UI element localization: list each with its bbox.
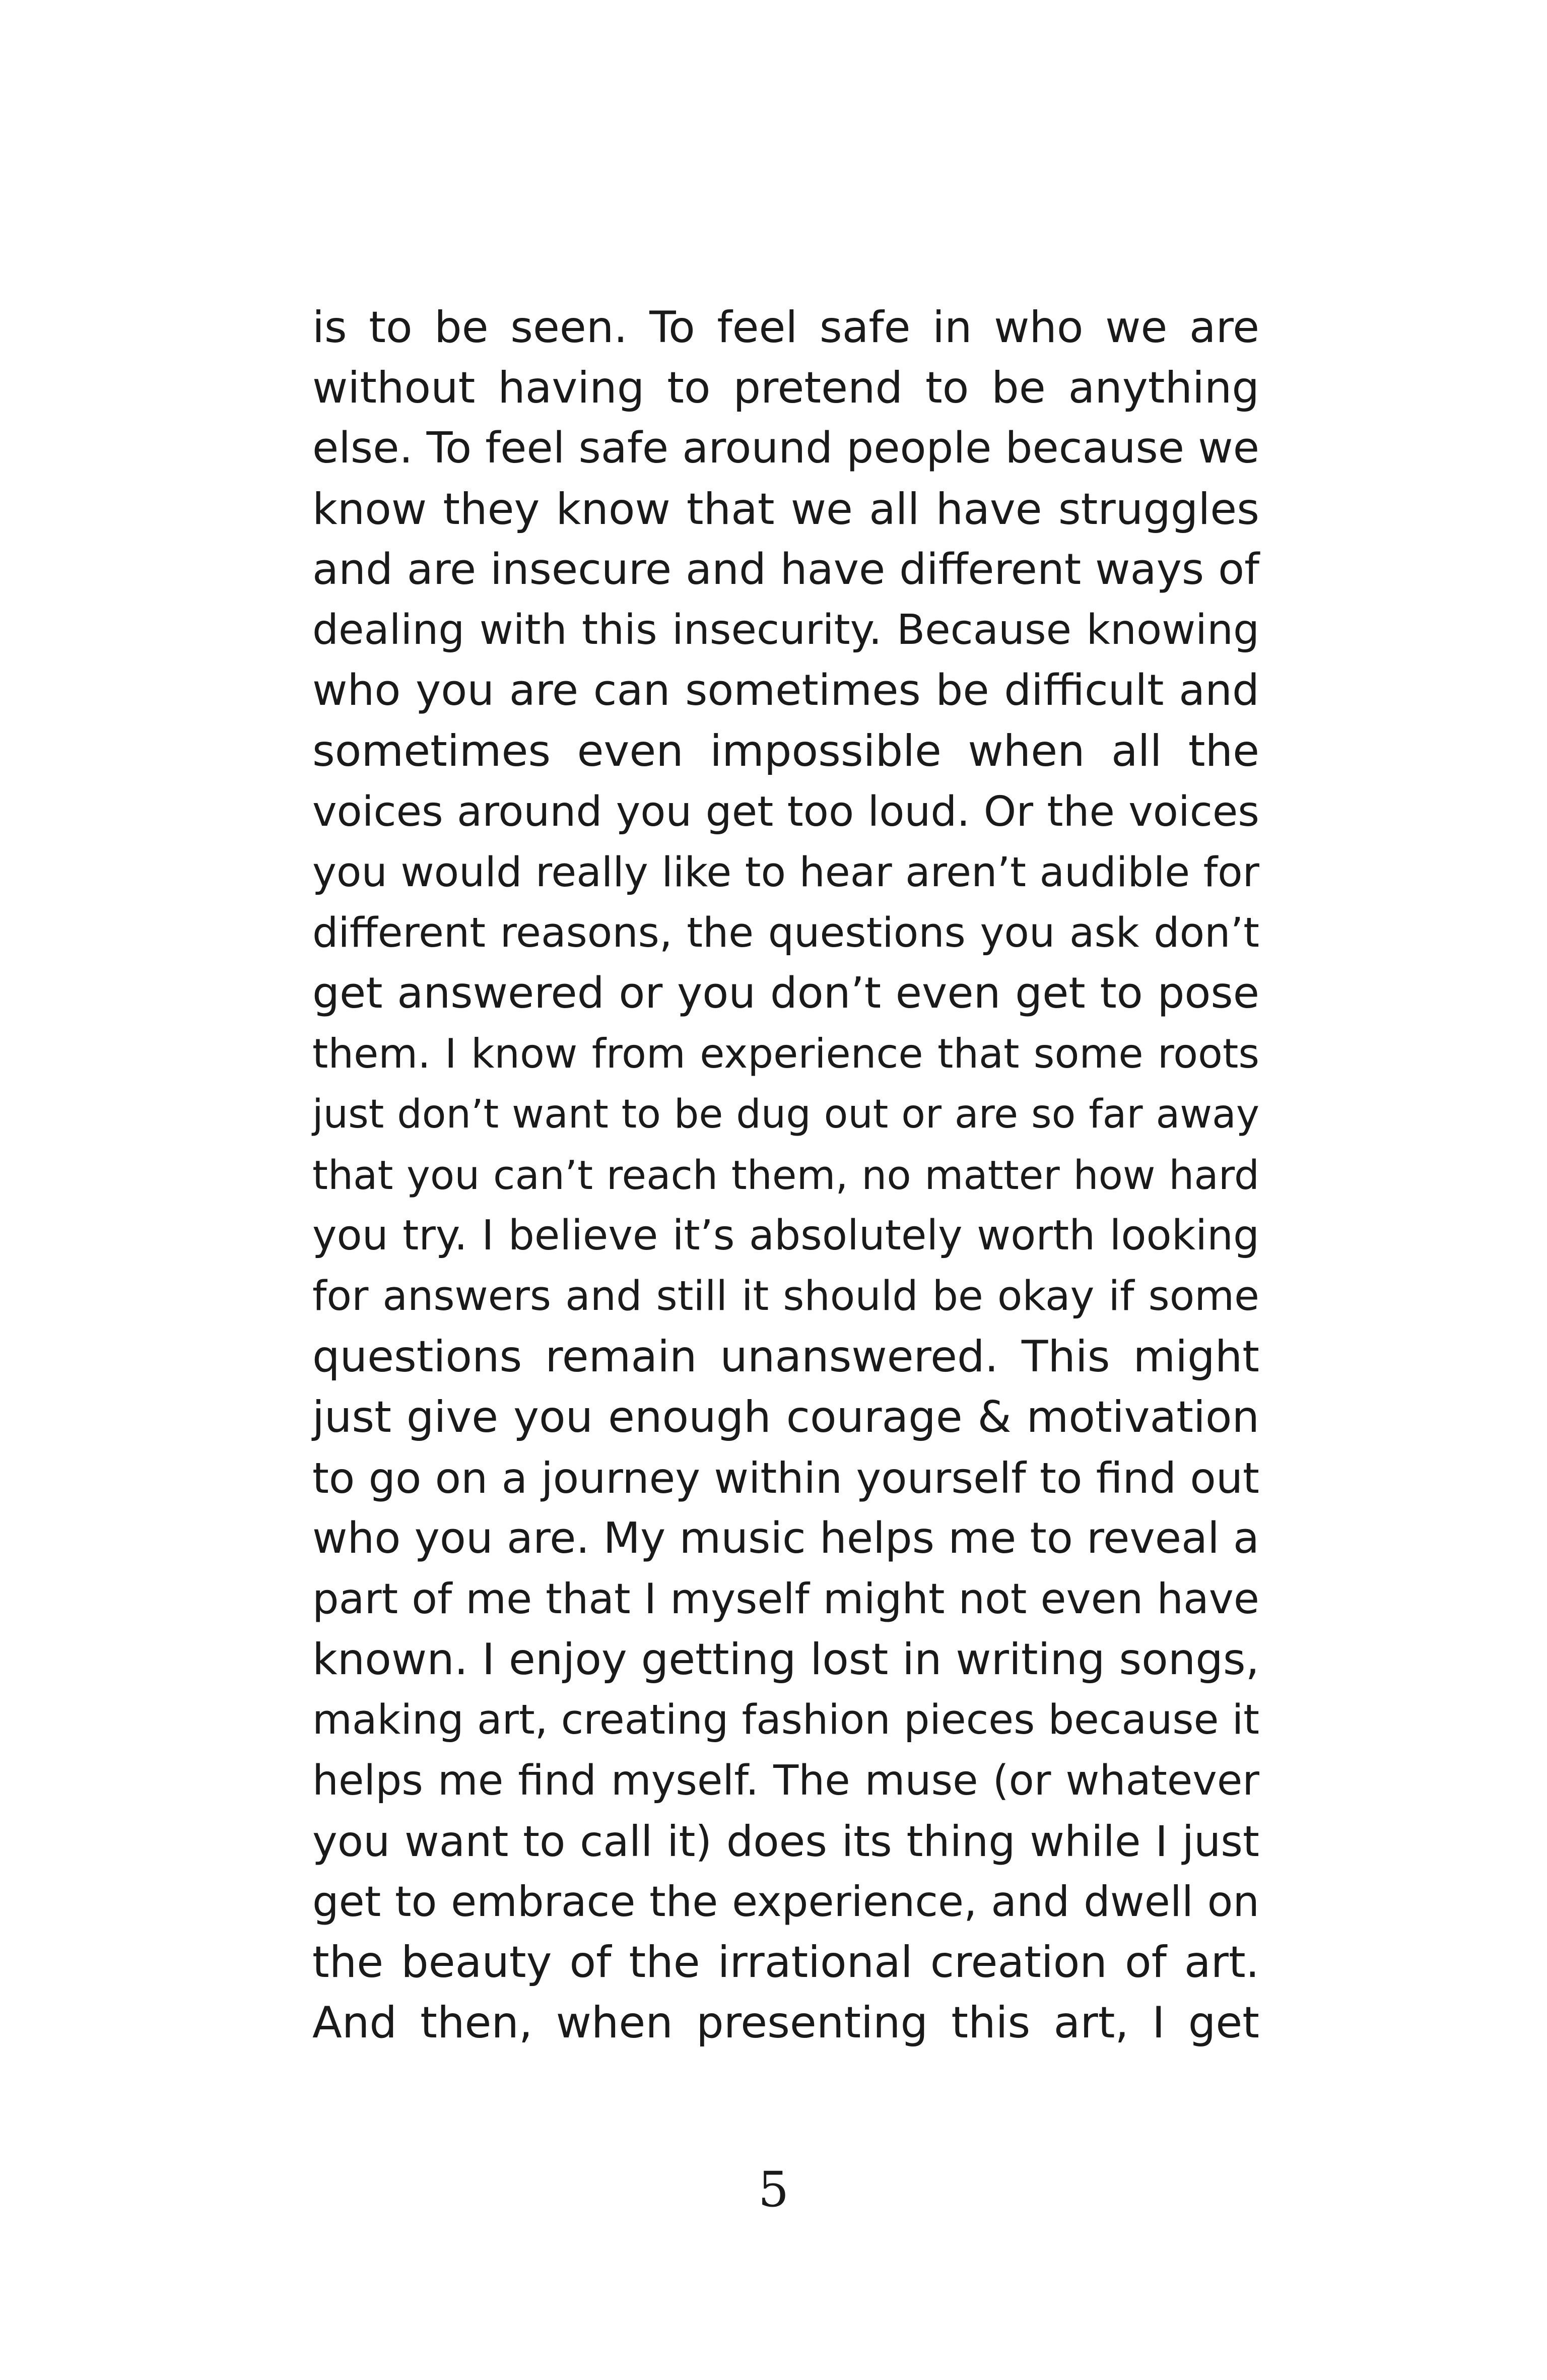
text-line: the beauty of the irrational creation of art. bbox=[312, 1937, 1259, 1988]
text-line: get answered or you don’t even get to pose bbox=[312, 968, 1259, 1019]
text-line: know they know that we all have struggles bbox=[312, 484, 1259, 535]
text-line: And then, when presenting this art, I get bbox=[312, 1998, 1259, 2048]
text-line: part of me that I myself might not even have bbox=[312, 1574, 1259, 1623]
text-line: just don’t want to be dug out or are so far away bbox=[312, 1092, 1259, 1138]
text-line: different reasons, the questions you ask don’t bbox=[312, 909, 1259, 957]
text-line: get to embrace the experience, and dwell on bbox=[312, 1877, 1259, 1926]
text-line: questions remain unanswered. This might bbox=[312, 1332, 1259, 1382]
text-line: dealing with this insecurity. Because knowing bbox=[312, 606, 1259, 654]
text-line: making art, creating fashion pieces because it bbox=[312, 1696, 1259, 1744]
text-line: voices around you get too loud. Or the voices bbox=[312, 787, 1259, 836]
text-line: them. I know from experience that some roots bbox=[312, 1030, 1259, 1078]
text-line: without having to pretend to be anything bbox=[312, 363, 1259, 414]
text-line: for answers and still it should be okay if some bbox=[312, 1273, 1259, 1320]
text-line: who you are can sometimes be difficult and bbox=[312, 666, 1259, 716]
text-line: that you can’t reach them, no matter how hard bbox=[312, 1152, 1259, 1199]
text-line: sometimes even impossible when all the bbox=[312, 726, 1259, 777]
text-line: you would really like to hear aren’t audible for bbox=[312, 848, 1259, 896]
text-line: and are insecure and have different ways of bbox=[312, 544, 1259, 594]
text-line: known. I enjoy getting lost in writing songs, bbox=[312, 1634, 1259, 1685]
text-line: you want to call it) does its thing while I just bbox=[312, 1816, 1259, 1866]
page-number: 5 bbox=[758, 2161, 789, 2218]
text-line: helps me find myself. The muse (or whatever bbox=[312, 1756, 1259, 1805]
text-line: to go on a journey within yourself to find out bbox=[312, 1453, 1259, 1503]
text-line: else. To feel safe around people because we bbox=[312, 423, 1259, 474]
text-line: is to be seen. To feel safe in who we are bbox=[312, 302, 1259, 353]
body-text bbox=[312, 297, 1259, 2053]
text-line: you try. I believe it’s absolutely worth looking bbox=[312, 1211, 1259, 1260]
text-line: who you are. My music helps me to reveal a bbox=[312, 1513, 1259, 1563]
text-line: just give you enough courage & motivation bbox=[312, 1392, 1259, 1443]
